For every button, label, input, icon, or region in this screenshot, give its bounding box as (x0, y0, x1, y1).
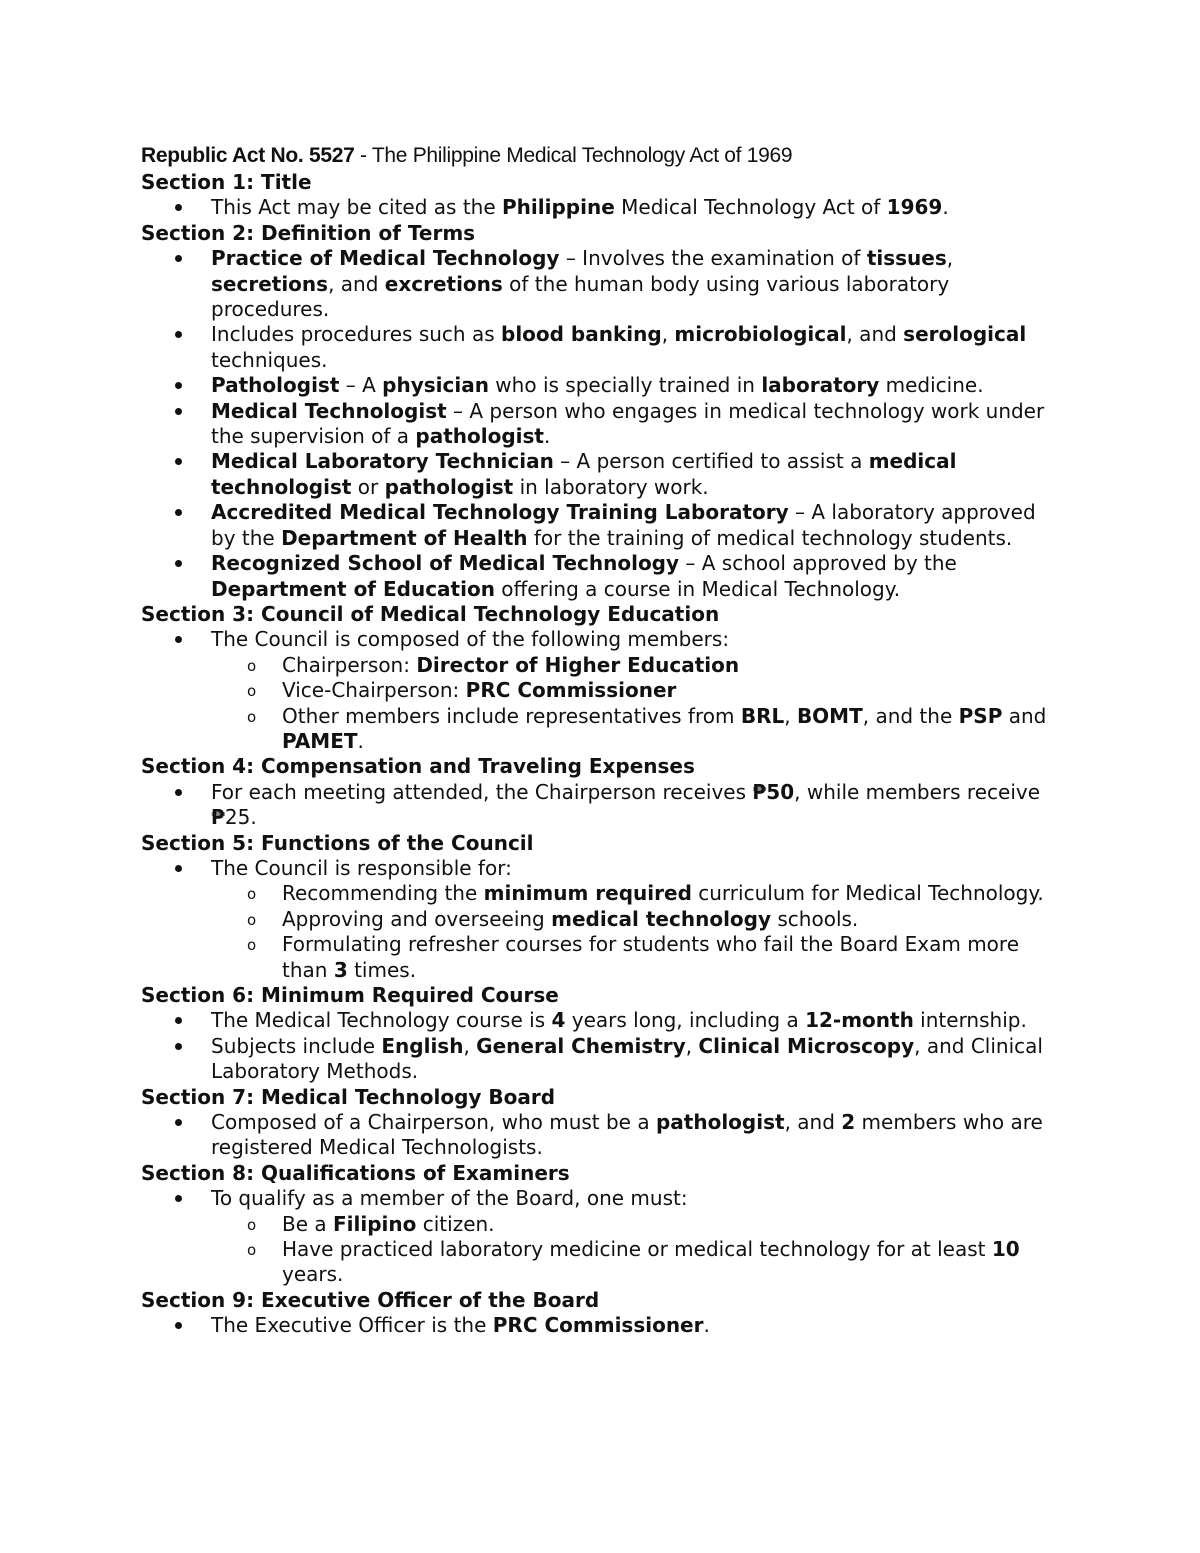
bullet-item (211, 322, 1061, 373)
text: – Involves the examination of (559, 246, 867, 271)
document-title-bold: Republic Act No. 5527 (141, 144, 355, 167)
bullet-item (211, 373, 1061, 398)
bullet-list (141, 1186, 1061, 1288)
text: . (357, 728, 364, 753)
bullet-item (211, 195, 1061, 220)
sub-bullet-list (211, 1212, 1061, 1288)
bold-text: Recognized School of Medical Technology (211, 551, 680, 576)
bullet-item (211, 1186, 1061, 1288)
sub-bullet-item (282, 653, 1061, 678)
text: years. (282, 1262, 344, 1287)
bold-text: General Chemistry (476, 1033, 686, 1058)
text: , (784, 703, 797, 728)
sub-bullet-item (282, 881, 1061, 906)
text: Approving and overseeing (282, 906, 552, 931)
bold-text: secretions (211, 271, 329, 296)
bold-text: 12-month (805, 1008, 914, 1033)
bullet-item (211, 246, 1061, 322)
text: medicine. (879, 373, 984, 398)
bold-text: pathologist (655, 1110, 785, 1135)
section-heading: Section 6: Minimum Required Course (141, 983, 559, 1007)
text: – A (339, 373, 383, 398)
text: for the training of medical technology students. (527, 525, 1013, 550)
text: in laboratory work. (513, 474, 709, 499)
section-6 (141, 983, 1061, 1085)
text: internship. (913, 1008, 1027, 1033)
text: schools. (771, 906, 859, 931)
text: – A laboratory approved by the (211, 500, 1036, 550)
text: members who are registered Medical Technologists. (211, 1110, 1043, 1160)
text: To qualify as a member of the Board, one must: (211, 1186, 688, 1211)
text: who is specially trained in (488, 373, 762, 398)
bold-text: physician (382, 373, 489, 398)
bullet-list (141, 780, 1061, 831)
text: 25. (224, 805, 257, 830)
sub-bullet-item (282, 1237, 1061, 1288)
section-heading: Section 2: Definition of Terms (141, 220, 476, 245)
bullet-list (141, 246, 1061, 602)
document-title (141, 142, 1061, 169)
bold-text: serological (903, 322, 1027, 347)
text: – A person who engages in medical technology work under the supervision of a (211, 398, 1045, 449)
bullet-item (211, 856, 1061, 983)
bold-text: 1969 (886, 195, 943, 220)
text: Subjects include (211, 1033, 382, 1058)
text: – A school approved by the (679, 551, 957, 576)
bold-text: BRL (740, 703, 785, 728)
document-page (141, 142, 1061, 1339)
section-4 (141, 754, 1061, 830)
text: curriculum for Medical Technology. (691, 881, 1044, 906)
text: times. (347, 957, 417, 982)
section-heading: Section 1: Title (141, 170, 312, 194)
text: Medical Technology Act of (614, 195, 887, 220)
text: The Council is responsible for: (211, 855, 512, 880)
bullet-list (141, 195, 1061, 220)
bullet-list (141, 1313, 1061, 1338)
bold-text: minimum required (483, 881, 692, 906)
text: . (942, 195, 949, 220)
bold-text: Director of Higher Education (416, 652, 740, 677)
bold-text: pathologist (384, 474, 514, 499)
section-9 (141, 1288, 1061, 1339)
text: , (463, 1033, 477, 1058)
section-heading: Section 5: Functions of the Council (141, 830, 534, 855)
text: Formulating refresher courses for students who fail the Board Exam more than (282, 932, 1020, 982)
bold-text: Filipino (333, 1211, 417, 1236)
text: , and Clinical Laboratory Methods. (211, 1033, 1043, 1084)
text: Includes procedures such as (211, 322, 501, 347)
section-heading: Section 8: Qualifications of Examiners (141, 1160, 570, 1185)
bold-text: Pathologist (211, 373, 340, 398)
bold-text: PRC Commissioner (492, 1313, 704, 1338)
text: , (946, 246, 954, 271)
bullet-item (211, 449, 1061, 500)
text: of the human body using various laboratory procedures. (211, 271, 950, 322)
text: The Council is composed of the following members: (211, 627, 730, 652)
bullet-item (211, 1034, 1061, 1085)
bold-text: tissues (866, 246, 947, 271)
text: , and (846, 322, 904, 347)
bold-text: laboratory (761, 373, 880, 398)
section-3 (141, 602, 1061, 754)
text: and (1002, 703, 1047, 728)
bold-text: Medical Technologist (211, 398, 447, 423)
bold-text: ₱50 (752, 779, 795, 804)
bold-text: 3 (333, 957, 348, 982)
text: , (661, 322, 675, 347)
bold-text: 10 (991, 1237, 1020, 1262)
bullet-item (211, 1008, 1061, 1033)
text: The Executive Officer is the (211, 1313, 493, 1338)
sub-bullet-item (282, 932, 1061, 983)
bold-text: BOMT (796, 703, 863, 728)
text: – A person certified to assist a (553, 449, 869, 474)
bullet-list (141, 627, 1061, 754)
bold-text: Medical Laboratory Technician (211, 449, 554, 474)
text: Have practiced laboratory medicine or medical technology for at least (282, 1237, 992, 1262)
bullet-list (141, 1110, 1061, 1161)
bold-text: Clinical Microscopy (698, 1033, 915, 1058)
bullet-item (211, 1110, 1061, 1161)
sub-bullet-list (211, 881, 1061, 983)
bullet-item (211, 551, 1061, 602)
text: This Act may be cited as the (211, 195, 503, 220)
section-heading: Section 7: Medical Technology Board (141, 1084, 556, 1109)
bold-text: Practice of Medical Technology (211, 246, 560, 271)
section-heading: Section 9: Executive Officer of the Board (141, 1287, 600, 1312)
text: Composed of a Chairperson, who must be a (211, 1110, 656, 1135)
bold-text: ₱ (211, 805, 225, 830)
text: Other members include representatives from (282, 703, 741, 728)
text: years long, including a (565, 1008, 806, 1033)
text: , (685, 1033, 699, 1058)
text: , while members receive (794, 779, 1041, 804)
section-1 (141, 170, 1061, 221)
bold-text: Department of Education (211, 576, 495, 601)
text: The Medical Technology course is (211, 1008, 552, 1033)
document-title-rest: - The Philippine Medical Technology Act of 1969 (354, 144, 793, 167)
bullet-item (211, 1313, 1061, 1338)
bold-text: excretions (384, 271, 503, 296)
bold-text: Accredited Medical Technology Training Laboratory (211, 500, 789, 525)
text: . (703, 1313, 710, 1338)
text: techniques. (211, 347, 328, 372)
bold-text: medical technologist (211, 449, 957, 499)
bullet-item (211, 399, 1061, 450)
bullet-item (211, 627, 1061, 754)
text: , and (328, 271, 385, 296)
bold-text: English (381, 1033, 464, 1058)
bullet-item (211, 500, 1061, 551)
bold-text: medical technology (551, 906, 772, 931)
bold-text: pathologist (415, 424, 544, 449)
section-7 (141, 1085, 1061, 1161)
text: , and the (862, 703, 959, 728)
text: Be a (282, 1211, 333, 1236)
sections-container (141, 170, 1061, 1339)
text: Vice-Chairperson: (282, 678, 466, 703)
bold-text: 4 (551, 1008, 566, 1033)
text: , and (784, 1110, 842, 1135)
section-5 (141, 831, 1061, 983)
bold-text: PRC Commissioner (465, 678, 677, 703)
text: . (543, 424, 551, 449)
section-8 (141, 1161, 1061, 1288)
text: Chairperson: (282, 652, 417, 677)
text: or (351, 474, 385, 499)
sub-bullet-item (282, 704, 1061, 755)
bullet-item (211, 780, 1061, 831)
sub-bullet-list (211, 653, 1061, 755)
section-heading: Section 4: Compensation and Traveling Expenses (141, 754, 695, 779)
bold-text: Philippine (502, 195, 615, 220)
sub-bullet-item (282, 678, 1061, 703)
sub-bullet-item (282, 1212, 1061, 1237)
bullet-list (141, 856, 1061, 983)
text: For each meeting attended, the Chairperson receives (211, 779, 753, 804)
bold-text: Department of Health (281, 525, 528, 550)
text: citizen. (416, 1211, 495, 1236)
section-heading: Section 3: Council of Medical Technology Education (141, 601, 720, 626)
text: Recommending the (282, 881, 484, 906)
bold-text: PSP (958, 703, 1003, 728)
bullet-list (141, 1008, 1061, 1084)
bold-text: microbiological (674, 322, 847, 347)
bold-text: PAMET (282, 728, 358, 753)
bold-text: blood banking (501, 322, 662, 347)
section-2 (141, 221, 1061, 602)
sub-bullet-item (282, 907, 1061, 932)
text: offering a course in Medical Technology. (494, 576, 901, 601)
bold-text: 2 (841, 1110, 856, 1135)
